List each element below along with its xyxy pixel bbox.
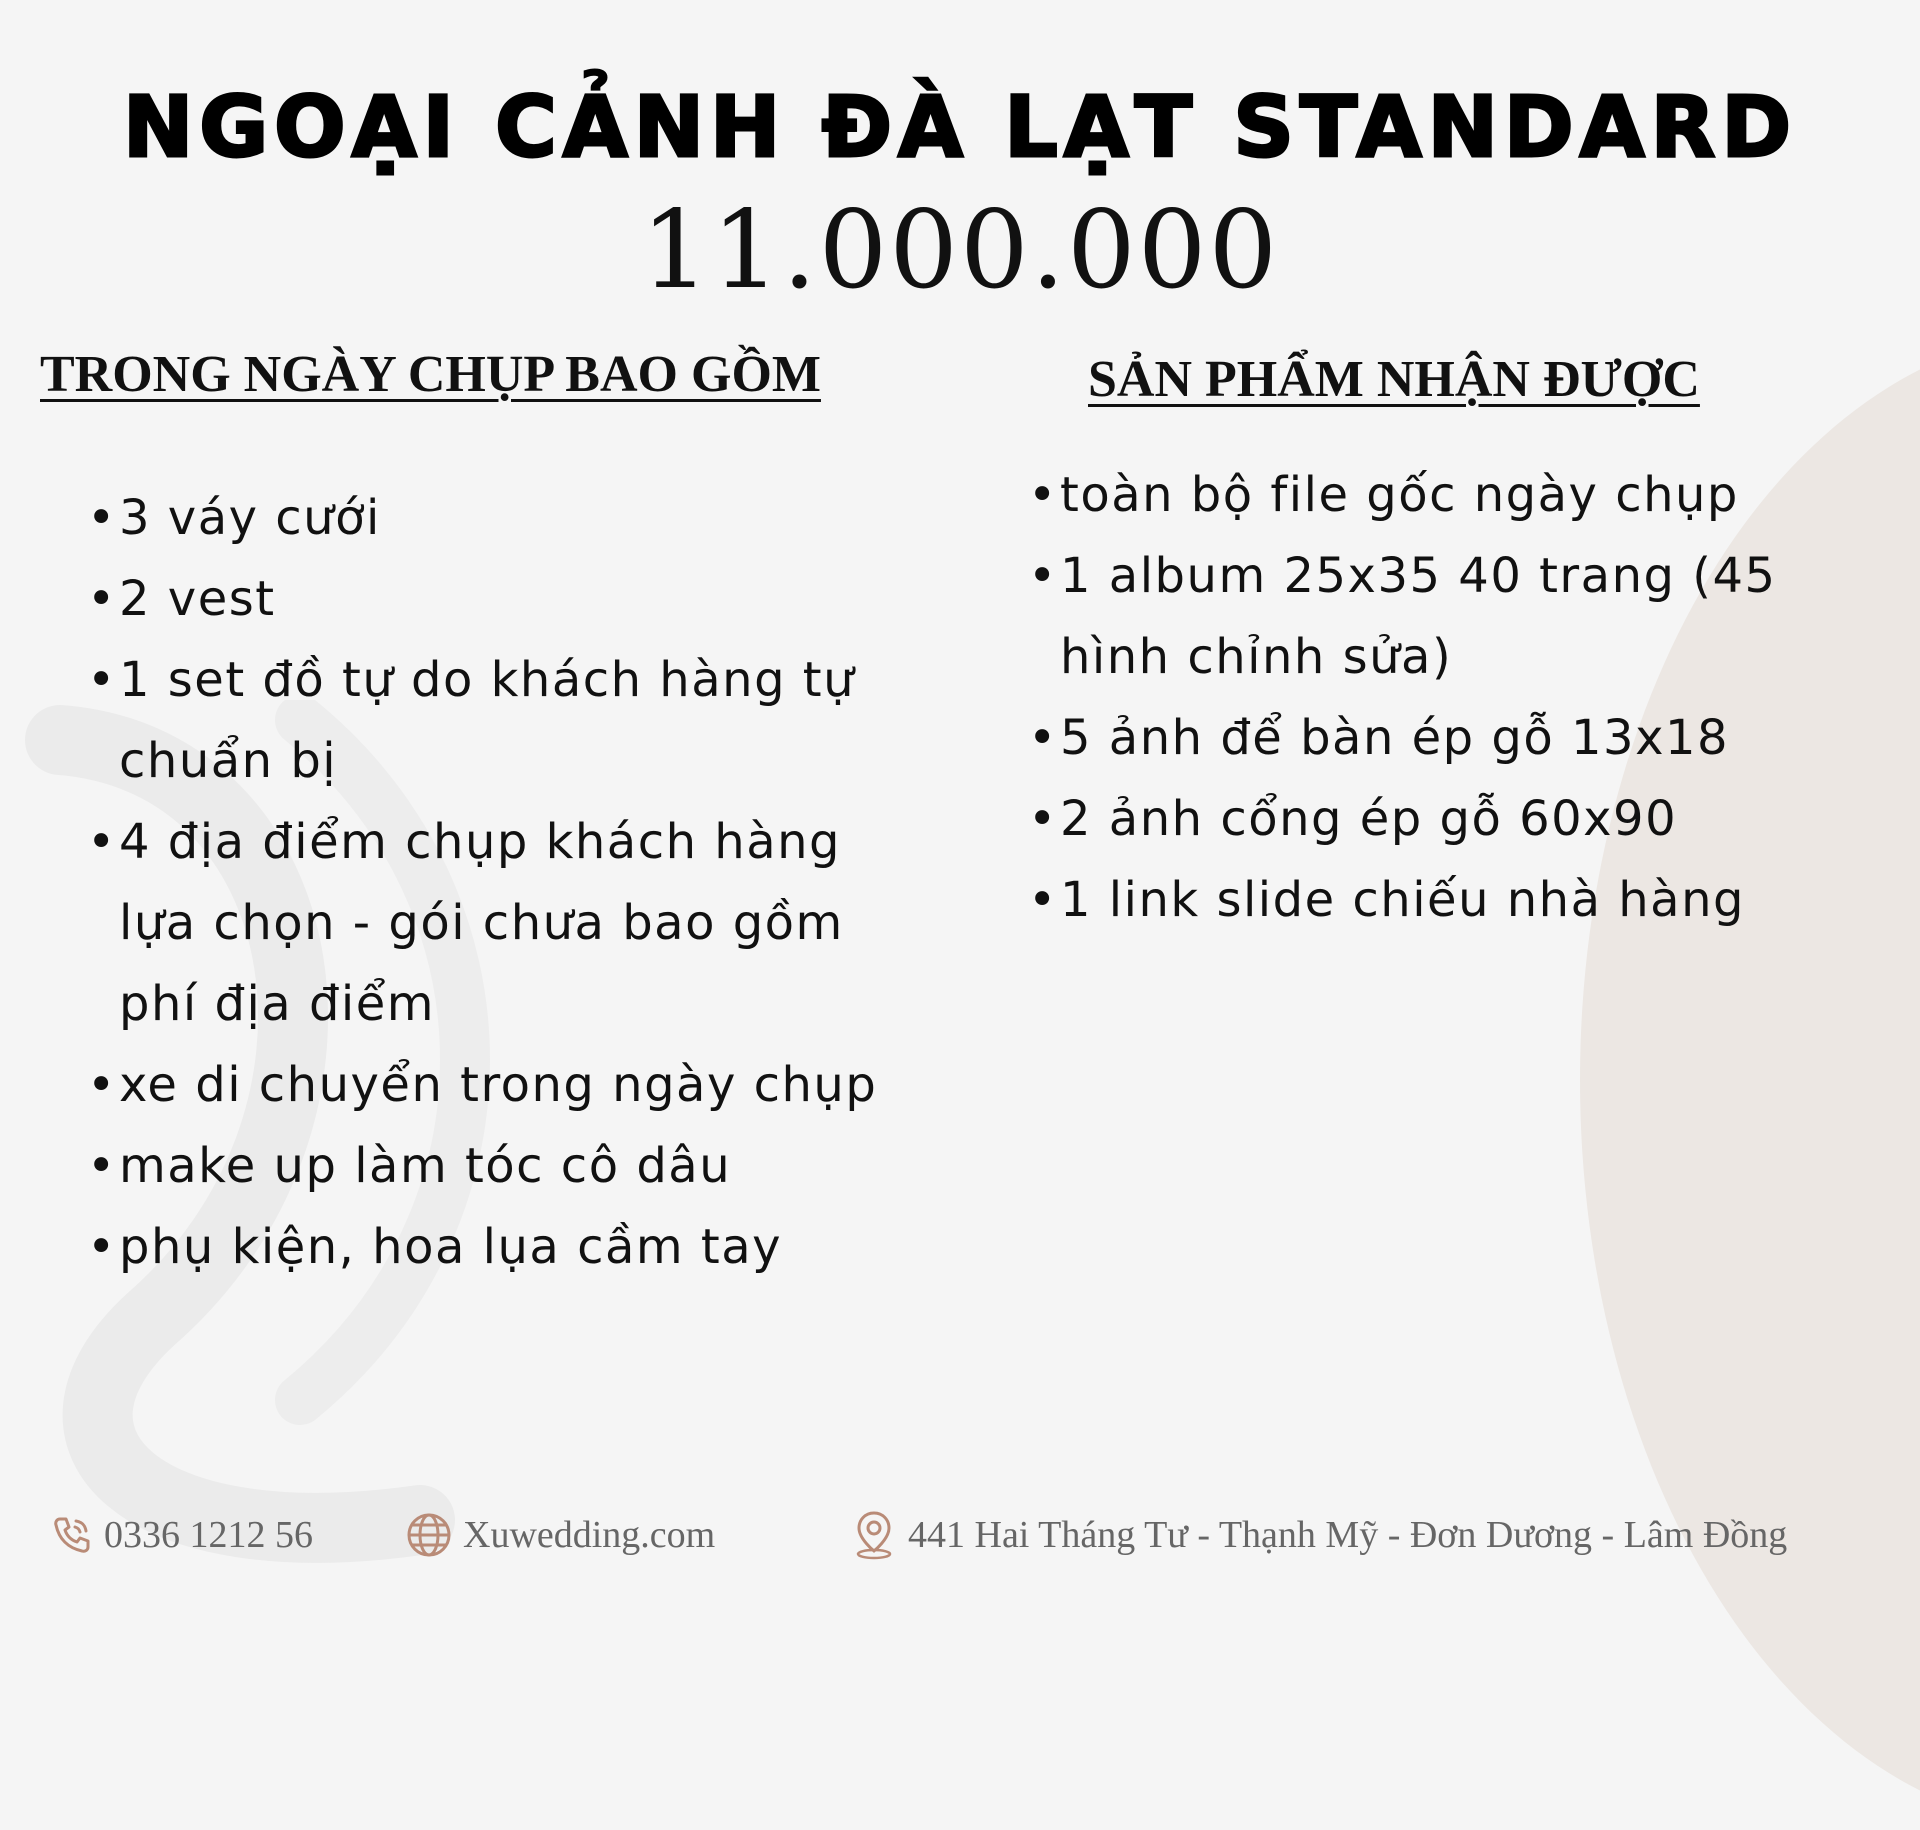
list-item: • xe di chuyển trong ngày chụp xyxy=(87,1057,878,1113)
footer-website[interactable] xyxy=(405,1505,715,1565)
list-item: • 1 link slide chiếu nhà hàng xyxy=(1028,872,1745,928)
list-item: • toàn bộ file gốc ngày chụp xyxy=(1028,467,1739,523)
included-list xyxy=(87,478,907,1288)
website-link: Xuwedding.com xyxy=(463,1514,716,1556)
footer-phone[interactable] xyxy=(50,1505,313,1565)
list-item: • make up làm tóc cô dâu xyxy=(87,1138,732,1194)
list-item: • 2 ảnh cổng ép gỗ 60x90 xyxy=(1028,791,1678,847)
included-heading: TRONG NGÀY CHỤP BAO GỒM xyxy=(40,346,821,403)
package-price: 11.000.000 xyxy=(640,188,1280,313)
deliverables-list xyxy=(1028,455,1848,941)
list-item: • phụ kiện, hoa lụa cầm tay xyxy=(87,1219,783,1275)
list-item: • 5 ảnh để bàn ép gỗ 13x18 xyxy=(1028,710,1730,766)
list-item: • 3 váy cưới xyxy=(87,490,381,546)
list-item: • 2 vest xyxy=(87,571,276,627)
phone-icon xyxy=(50,1513,94,1557)
list-item: • 1 set đồ tự do khách hàng tự chuẩn bị xyxy=(87,652,856,789)
list-item: • 4 địa điểm chụp khách hàng lựa chọn - gói chưa bao gồm phí địa điểm xyxy=(87,814,844,1032)
address-text: 441 Hai Tháng Tư - Thạnh Mỹ - Đơn Dương - Lâm Đồng xyxy=(908,1514,1788,1556)
list-item: • 1 album 25x35 40 trang (45 hình chỉnh sửa) xyxy=(1028,548,1777,685)
location-pin-icon xyxy=(850,1509,898,1561)
globe-icon xyxy=(405,1511,453,1559)
page-title: NGOẠI CẢNH ĐÀ LẠT STANDARD xyxy=(122,78,1798,176)
deliverables-heading: SẢN PHẨM NHẬN ĐƯỢC xyxy=(1088,351,1700,408)
footer-address xyxy=(850,1505,1787,1565)
phone-number: 0336 1212 56 xyxy=(104,1514,313,1556)
